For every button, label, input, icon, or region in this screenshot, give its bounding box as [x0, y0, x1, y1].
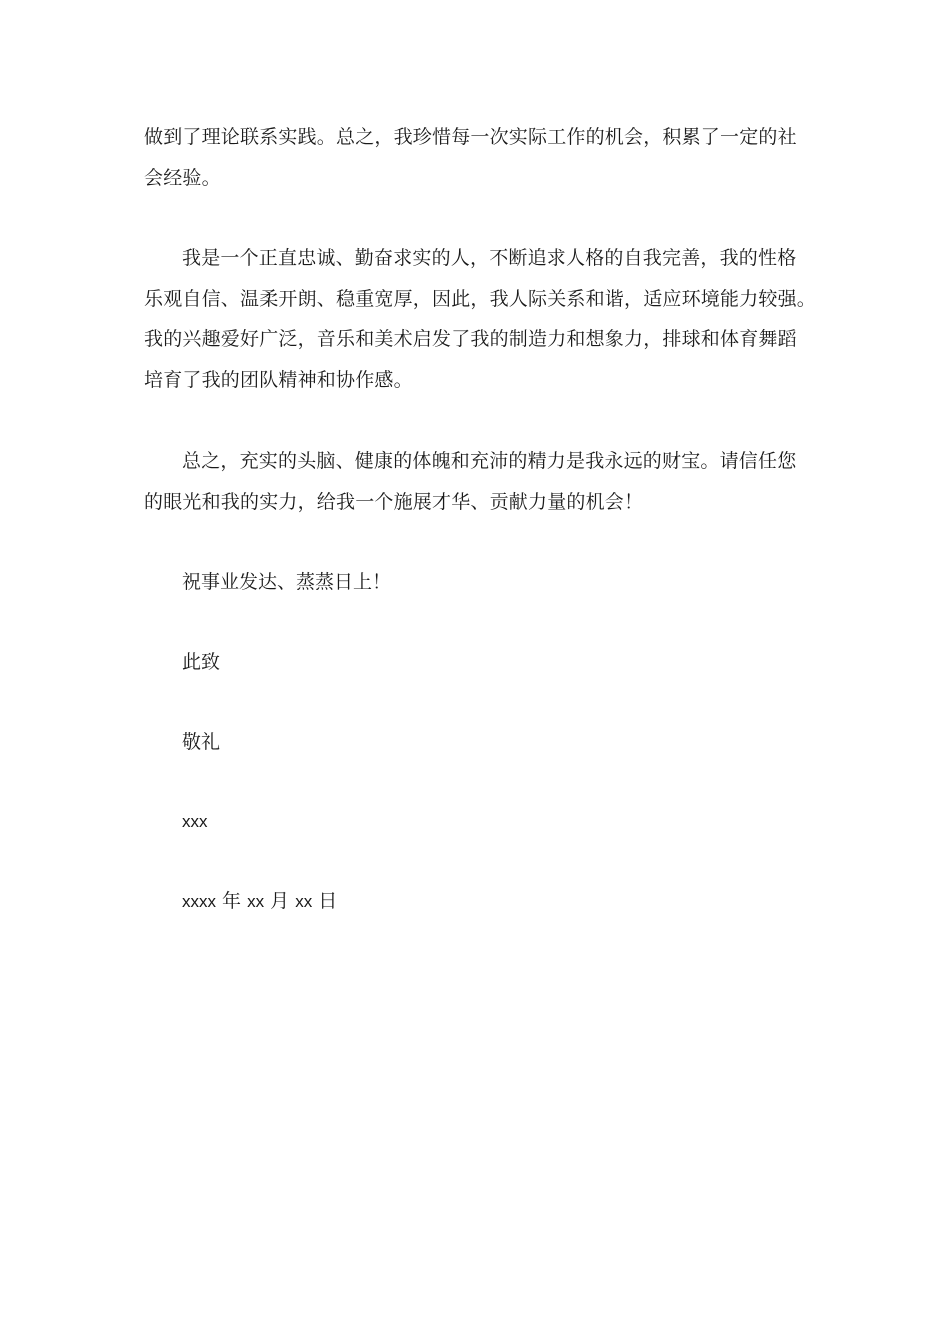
closing-salute: 敬礼 [182, 731, 221, 753]
date-day-char: 日 [318, 890, 338, 912]
date-year: xxxx [182, 892, 216, 911]
date-month-char: 月 [270, 890, 290, 912]
date-year-char: 年 [222, 890, 242, 912]
paragraph-line: 乐观自信、温柔开朗、稳重宽厚，因此，我人际关系和谐，适应环境能力较强。 [144, 287, 817, 310]
paragraph-line: 我的兴趣爱好广泛，音乐和美术启发了我的制造力和想象力，排球和体育舞蹈 [144, 328, 797, 350]
paragraph-line: 培育了我的团队精神和协作感。 [144, 368, 413, 391]
paragraph-summary [144, 441, 804, 522]
paragraph-line: 的眼光和我的实力，给我一个施展才华、贡献力量的机会！ [144, 490, 644, 513]
paragraph-line: 我是一个正直忠诚、勤奋求实的人，不断追求人格的自我完善，我的性格 [182, 247, 797, 269]
signature: xxx [182, 812, 208, 831]
closing-to: 此致 [182, 651, 221, 673]
paragraph-line: 会经验。 [144, 166, 221, 189]
letter-date [182, 887, 337, 916]
date-month: xx [247, 892, 265, 911]
closing-wish: 祝事业发达、蒸蒸日上！ [182, 571, 392, 593]
paragraph-line: 做到了理论联系实践。总之，我珍惜每一次实际工作的机会，积累了一定的社 [144, 126, 797, 148]
paragraph-experience [144, 117, 804, 198]
date-day: xx [295, 892, 313, 911]
paragraph-personality [144, 238, 817, 400]
paragraph-line: 总之，充实的头脑、健康的体魄和充沛的精力是我永远的财宝。请信任您 [182, 450, 797, 472]
